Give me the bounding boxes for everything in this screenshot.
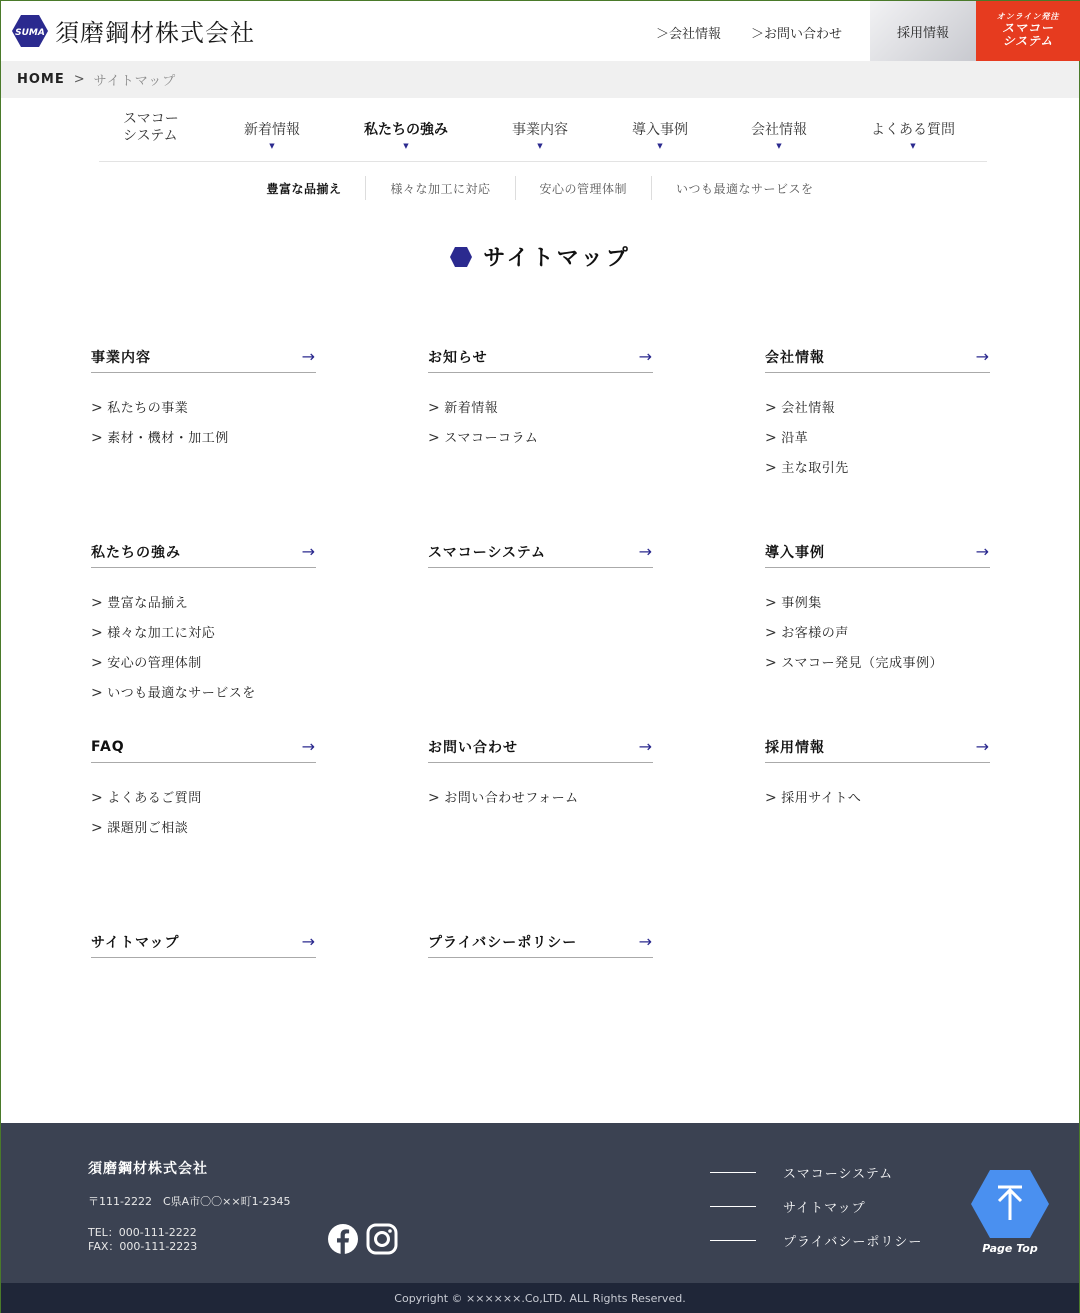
section-heading-link[interactable] [765, 341, 990, 373]
chevron-right-icon: > [765, 655, 778, 671]
section-heading: サイトマップ [91, 934, 180, 951]
instagram-icon[interactable] [366, 1223, 398, 1255]
page-title-block [1, 241, 1079, 272]
facebook-icon[interactable] [327, 1223, 359, 1255]
chevron-right-icon: > [765, 595, 778, 611]
section-links [91, 588, 316, 708]
subnav-item-variety[interactable]: 豊富な品揃え [266, 182, 342, 196]
breadcrumb-home[interactable]: HOME [17, 72, 65, 87]
chevron-right-icon: > [765, 430, 778, 446]
section-links [765, 588, 990, 678]
sitemap-link[interactable]: > 安心の管理体制 [91, 655, 202, 671]
gnav-item-news[interactable] [237, 101, 307, 161]
footer-link-sitemap[interactable]: サイトマップ [710, 1197, 866, 1216]
chevron-right-icon: > [91, 655, 104, 671]
site-header [1, 1, 1079, 61]
arrow-right-icon: → [975, 542, 990, 561]
chevron-right-icon: > [428, 400, 441, 416]
site-footer [1, 1123, 1079, 1283]
system-button-small-label: オンライン発注 [996, 12, 1060, 21]
arrow-right-icon: → [638, 347, 653, 366]
sitemap-section-cases [765, 536, 990, 678]
global-nav [99, 101, 987, 162]
footer-company-name: 須磨鋼材株式会社 [88, 1161, 208, 1177]
section-heading-link[interactable] [91, 536, 316, 568]
page-title: サイトマップ [483, 246, 631, 271]
chevron-right-icon: > [91, 820, 104, 836]
sitemap-link[interactable]: > 採用サイトへ [765, 790, 862, 806]
section-heading: 会社情報 [765, 349, 825, 366]
gnav-item-company[interactable] [744, 101, 814, 161]
breadcrumb [1, 61, 1079, 98]
gnav-item-strengths[interactable] [357, 101, 455, 161]
breadcrumb-current: サイトマップ [93, 74, 177, 89]
section-heading: お問い合わせ [428, 739, 518, 756]
sitemap-section-system [428, 536, 653, 568]
sitemap-link[interactable]: > 新着情報 [428, 400, 499, 416]
recruit-button[interactable]: 採用情報 [870, 1, 976, 61]
arrow-right-icon: → [301, 542, 316, 561]
footer-link-line [710, 1206, 756, 1207]
sitemap-link[interactable]: > 素材・機材・加工例 [91, 430, 229, 446]
sitemap-link[interactable]: > 豊富な品揃え [91, 595, 189, 611]
arrow-right-icon: → [638, 932, 653, 951]
section-links [91, 393, 316, 453]
sitemap-link[interactable]: > よくあるご質問 [91, 790, 202, 806]
header-company-link[interactable]: ＞会社情報 [656, 27, 722, 42]
gnav-item-cases[interactable] [625, 101, 695, 161]
page-top-label: Page Top [982, 1242, 1038, 1255]
sitemap-link[interactable]: > 事例集 [765, 595, 822, 611]
chevron-right-icon: > [428, 430, 441, 446]
sitemap-section-faq [91, 731, 316, 843]
sitemap-link[interactable]: > 私たちの事業 [91, 400, 189, 416]
section-heading-link[interactable] [428, 536, 653, 568]
footer-link-privacy[interactable]: プライバシーポリシー [710, 1231, 922, 1250]
gnav-item-label: 会社情報 [751, 122, 807, 138]
subnav-item-service[interactable]: いつも最適なサービスを [651, 176, 838, 200]
gnav-item-label: 導入事例 [632, 122, 688, 138]
section-heading-link[interactable] [765, 536, 990, 568]
subnav-item-management[interactable]: 安心の管理体制 [515, 176, 652, 200]
footer-link-line [710, 1172, 756, 1173]
online-order-system-button[interactable] [976, 1, 1080, 61]
chevron-right-icon: > [765, 790, 778, 806]
chevron-right-icon: > [91, 625, 104, 641]
sitemap-section-recruit [765, 731, 990, 813]
page-top-button[interactable] [969, 1168, 1051, 1255]
section-heading-link[interactable] [91, 926, 316, 958]
arrow-up-icon [970, 1168, 1050, 1240]
sitemap-section-sitemap [91, 926, 316, 958]
section-heading: スマコーシステム [428, 544, 547, 561]
section-heading: FAQ [91, 738, 125, 755]
section-heading: プライバシーポリシー [428, 934, 578, 951]
sitemap-section-news [428, 341, 653, 453]
gnav-item-label: 事業内容 [512, 122, 568, 138]
section-links [428, 393, 653, 453]
chevron-right-icon: > [91, 790, 104, 806]
sitemap-section-company [765, 341, 990, 483]
sitemap-link[interactable]: > お問い合わせフォーム [428, 790, 579, 806]
chevron-right-icon: > [91, 430, 104, 446]
gnav-item-label: よくある質問 [871, 122, 955, 138]
subnav-item-processing[interactable]: 様々な加工に対応 [365, 176, 514, 200]
sitemap-section-business [91, 341, 316, 453]
logo-mark-icon [11, 14, 49, 48]
sitemap-section-contact [428, 731, 653, 813]
footer-address: 〒111-2222 C県A市〇〇××町1-2345 [88, 1195, 291, 1208]
sitemap-link[interactable]: > 様々な加工に対応 [91, 625, 216, 641]
dropdown-triangle-icon: ▼ [269, 142, 275, 150]
breadcrumb-separator: > [73, 72, 85, 87]
footer-tel: TEL：000-111-2222 [88, 1226, 197, 1239]
arrow-right-icon: → [638, 737, 653, 756]
chevron-right-icon: > [428, 790, 441, 806]
section-heading-link[interactable] [428, 341, 653, 373]
arrow-right-icon: → [638, 542, 653, 561]
site-logo[interactable] [11, 13, 255, 48]
footer-link-line [710, 1240, 756, 1241]
sitemap-section-privacy [428, 926, 653, 958]
sub-nav [1, 176, 1079, 200]
section-links [765, 783, 990, 813]
sitemap-link[interactable]: > 会社情報 [765, 400, 836, 416]
section-heading: 導入事例 [765, 544, 825, 561]
gnav-item-faq[interactable] [864, 101, 962, 161]
sitemap-link[interactable]: > いつも最適なサービスを [91, 685, 256, 701]
sitemap-link[interactable]: > スマコー発見（完成事例） [765, 655, 943, 671]
logo-text: 須磨鋼材株式会社 [55, 19, 255, 47]
section-heading-link[interactable] [91, 341, 316, 373]
footer-fax: FAX：000-111-2223 [88, 1240, 198, 1253]
hexagon-icon [449, 246, 473, 268]
section-links [428, 783, 653, 813]
chevron-right-icon: > [91, 685, 104, 701]
copyright: Copyright © ××××××.Co,LTD. ALL Rights Reserved. [1, 1283, 1079, 1313]
chevron-right-icon: > [91, 400, 104, 416]
dropdown-triangle-icon: ▼ [776, 142, 782, 150]
system-button-line2: システム [1002, 34, 1054, 48]
section-heading: 事業内容 [91, 349, 151, 366]
section-links [91, 783, 316, 843]
sitemap-section-strengths [91, 536, 316, 708]
section-links [765, 393, 990, 483]
dropdown-triangle-icon: ▼ [657, 142, 663, 150]
chevron-right-icon: > [91, 595, 104, 611]
header-contact-link[interactable]: ＞お問い合わせ [751, 27, 843, 42]
section-heading-link[interactable] [91, 731, 316, 763]
dropdown-triangle-icon: ▼ [910, 142, 916, 150]
sitemap-link[interactable]: > 課題別ご相談 [91, 820, 189, 836]
sitemap-link[interactable]: > 沿革 [765, 430, 809, 446]
section-heading-link[interactable] [765, 731, 990, 763]
svg-text:SUMA: SUMA [15, 27, 45, 38]
chevron-right-icon: > [765, 400, 778, 416]
system-button-line1: スマコー [1002, 21, 1054, 35]
arrow-right-icon: → [975, 347, 990, 366]
chevron-right-icon: > [765, 460, 778, 476]
sitemap-link[interactable]: > 主な取引先 [765, 460, 849, 476]
gnav-item-label: 私たちの強み [364, 122, 448, 138]
gnav-item-label: スマコー システム [123, 111, 179, 144]
footer-link-system[interactable]: スマコーシステム [710, 1163, 893, 1182]
dropdown-triangle-icon: ▼ [537, 142, 543, 150]
arrow-right-icon: → [301, 932, 316, 951]
section-heading-link[interactable] [428, 731, 653, 763]
section-heading: お知らせ [428, 349, 488, 366]
arrow-right-icon: → [975, 737, 990, 756]
sitemap-link[interactable]: > お客様の声 [765, 625, 849, 641]
section-heading: 私たちの強み [91, 544, 181, 561]
sitemap-link[interactable]: > スマコーコラム [428, 430, 539, 446]
gnav-item-label: 新着情報 [244, 122, 300, 138]
gnav-item-system[interactable] [123, 101, 193, 161]
arrow-right-icon: → [301, 737, 316, 756]
gnav-item-business[interactable] [505, 101, 575, 161]
arrow-right-icon: → [301, 347, 316, 366]
dropdown-triangle-icon: ▼ [403, 142, 409, 150]
section-heading: 採用情報 [765, 739, 825, 756]
section-heading-link[interactable] [428, 926, 653, 958]
chevron-right-icon: > [765, 625, 778, 641]
